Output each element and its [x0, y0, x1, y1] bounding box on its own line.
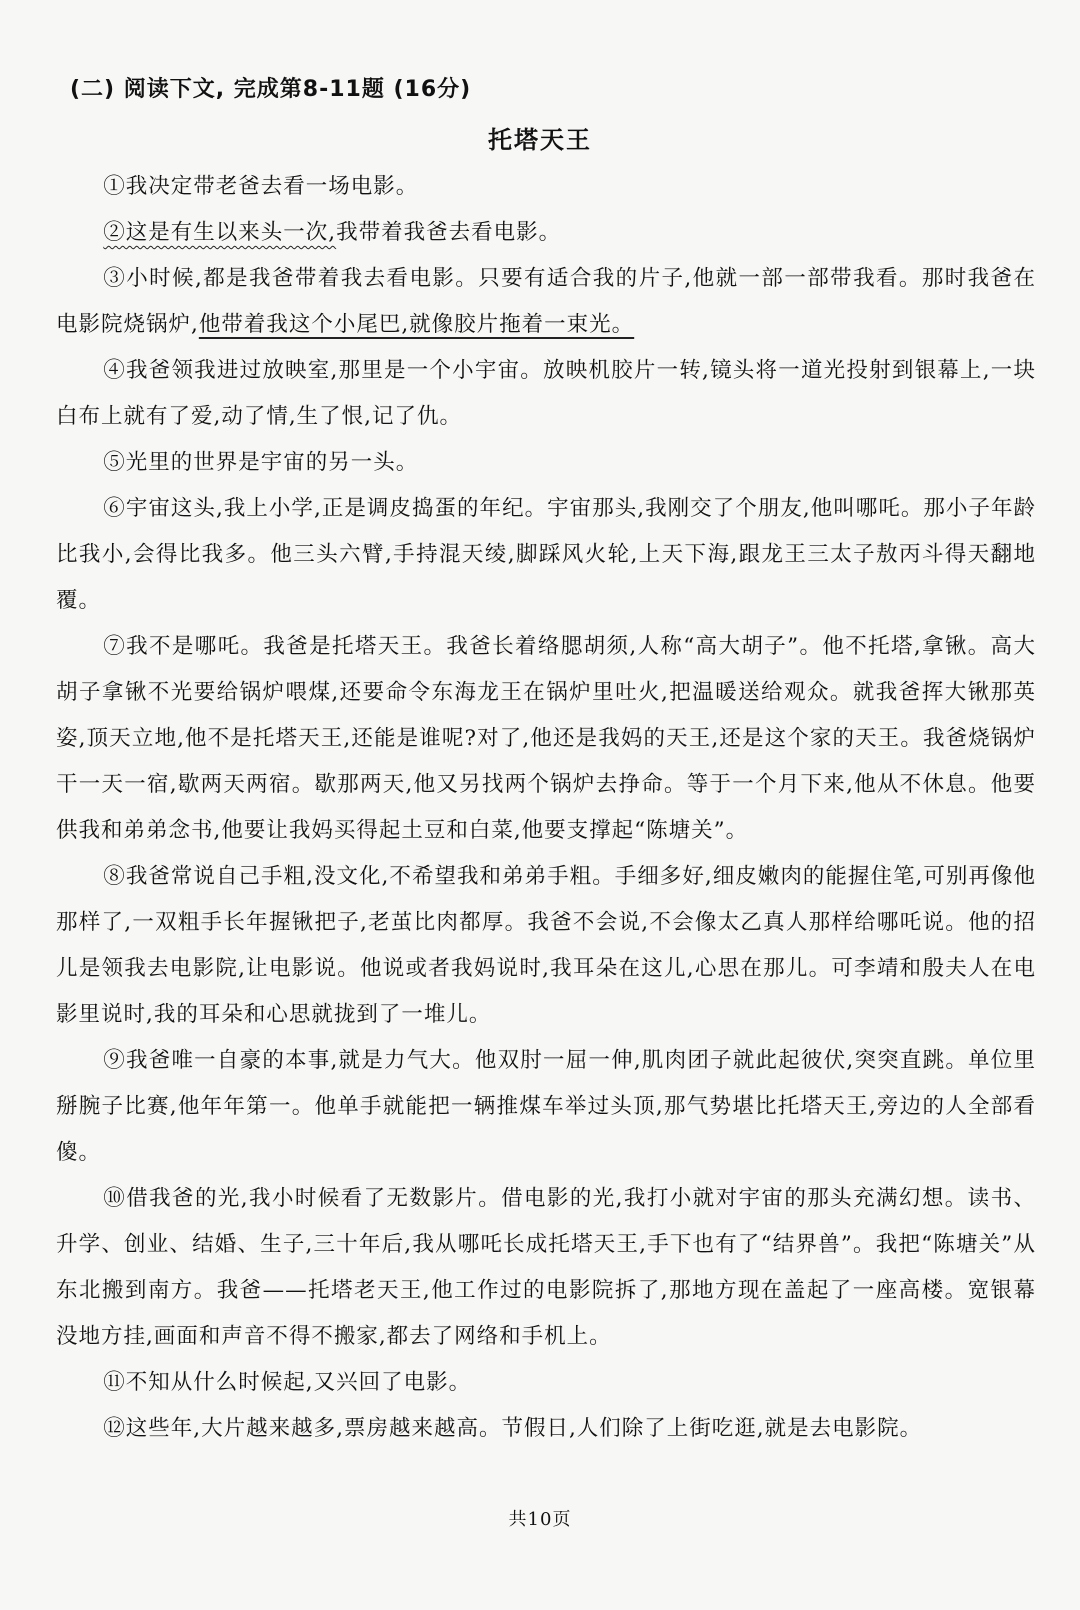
section-heading: (二) 阅读下文, 完成第8-11题 (16分) — [70, 77, 472, 102]
article-body — [56, 164, 1036, 1452]
paragraph-11: ⑪不知从什么时候起,又兴回了电影。 — [103, 1370, 472, 1395]
paragraph-7: ⑦我不是哪吒。我爸是托塔天王。我爸长着络腮胡须,人称“高大胡子”。他不托塔,拿锹。高大胡子拿锹不光要给锅炉喂煤,还要命令东海龙王在锅炉里吐火,把温暖送给观众。就我爸挥大锹那英姿,顶天立地,他不是托塔天王,还能是谁呢?对了,他还是我妈的天王,还是这个家的天王。我爸烧锅炉干一天一宿,歇两天两宿。歇那两天,他又另找两个锅炉去挣命。等于一个月下来,他从不休息。他要供我和弟弟念书,他要让我妈买得起土豆和白菜,他要支撑起“陈塘关”。 — [56, 634, 1036, 843]
paragraph-3-text: ③小时候,都是我爸带着我去看电影。只要有适合我的片子,他就一部一部带我看。那时我爸在电影院烧锅炉, — [56, 266, 1036, 337]
paragraph-10: ⑩借我爸的光,我小时候看了无数影片。借电影的光,我打小就对宇宙的那头充满幻想。读书、升学、创业、结婚、生子,三十年后,我从哪吒长成托塔天王,手下也有了“结界兽”。我把“陈塘关”从东北搬到南方。我爸——托塔老天王,他工作过的电影院拆了,那地方现在盖起了一座高楼。宽银幕没地方挂,画面和声音不得不搬家,都去了网络和手机上。 — [56, 1186, 1036, 1349]
paragraph-4: ④我爸领我进过放映室,那里是一个小宇宙。放映机胶片一转,镜头将一道光投射到银幕上,一块白布上就有了爱,动了情,生了恨,记了仇。 — [56, 358, 1036, 429]
underlined-sentence: 他带着我这个小尾巴,就像胶片拖着一束光。 — [198, 312, 635, 337]
paragraph-12: ⑫这些年,大片越来越多,票房越来越高。节假日,人们除了上街吃逛,就是去电影院。 — [103, 1416, 923, 1441]
paragraph-3 — [56, 256, 1036, 348]
paragraph-9: ⑨我爸唯一自豪的本事,就是力气大。他双肘一屈一伸,肌肉团子就此起彼伏,突突直跳。单位里掰腕子比赛,他年年第一。他单手就能把一辆推煤车举过头顶,那气势堪比托塔天王,旁边的人全部看傻。 — [56, 1048, 1036, 1165]
paragraph-2-rest: 我带着我爸去看电影。 — [336, 220, 562, 245]
paragraph-2 — [56, 210, 1036, 256]
page-footer: 共10页 — [508, 1509, 572, 1530]
paragraph-6: ⑥宇宙这头,我上小学,正是调皮捣蛋的年纪。宇宙那头,我刚交了个朋友,他叫哪吒。那小子年龄比我小,会得比我多。他三头六臂,手持混天绫,脚踩风火轮,上天下海,跟龙王三太子敖丙斗得天翻地覆。 — [56, 496, 1036, 613]
wavy-underlined-text: ②这是有生以来头一次, — [103, 220, 337, 245]
paragraph-5: ⑤光里的世界是宇宙的另一头。 — [103, 450, 419, 475]
paragraph-1: ①我决定带老爸去看一场电影。 — [103, 174, 419, 199]
article-title: 托塔天王 — [488, 126, 592, 154]
paragraph-8: ⑧我爸常说自己手粗,没文化,不希望我和弟弟手粗。手细多好,细皮嫩肉的能握住笔,可别再像他那样了,一双粗手长年握锹把子,老茧比肉都厚。我爸不会说,不会像太乙真人那样给哪吒说。他的招儿是领我去电影院,让电影说。他说或者我妈说时,我耳朵在这儿,心思在那儿。可李靖和殷夫人在电影里说时,我的耳朵和心思就拢到了一堆儿。 — [56, 864, 1036, 1027]
